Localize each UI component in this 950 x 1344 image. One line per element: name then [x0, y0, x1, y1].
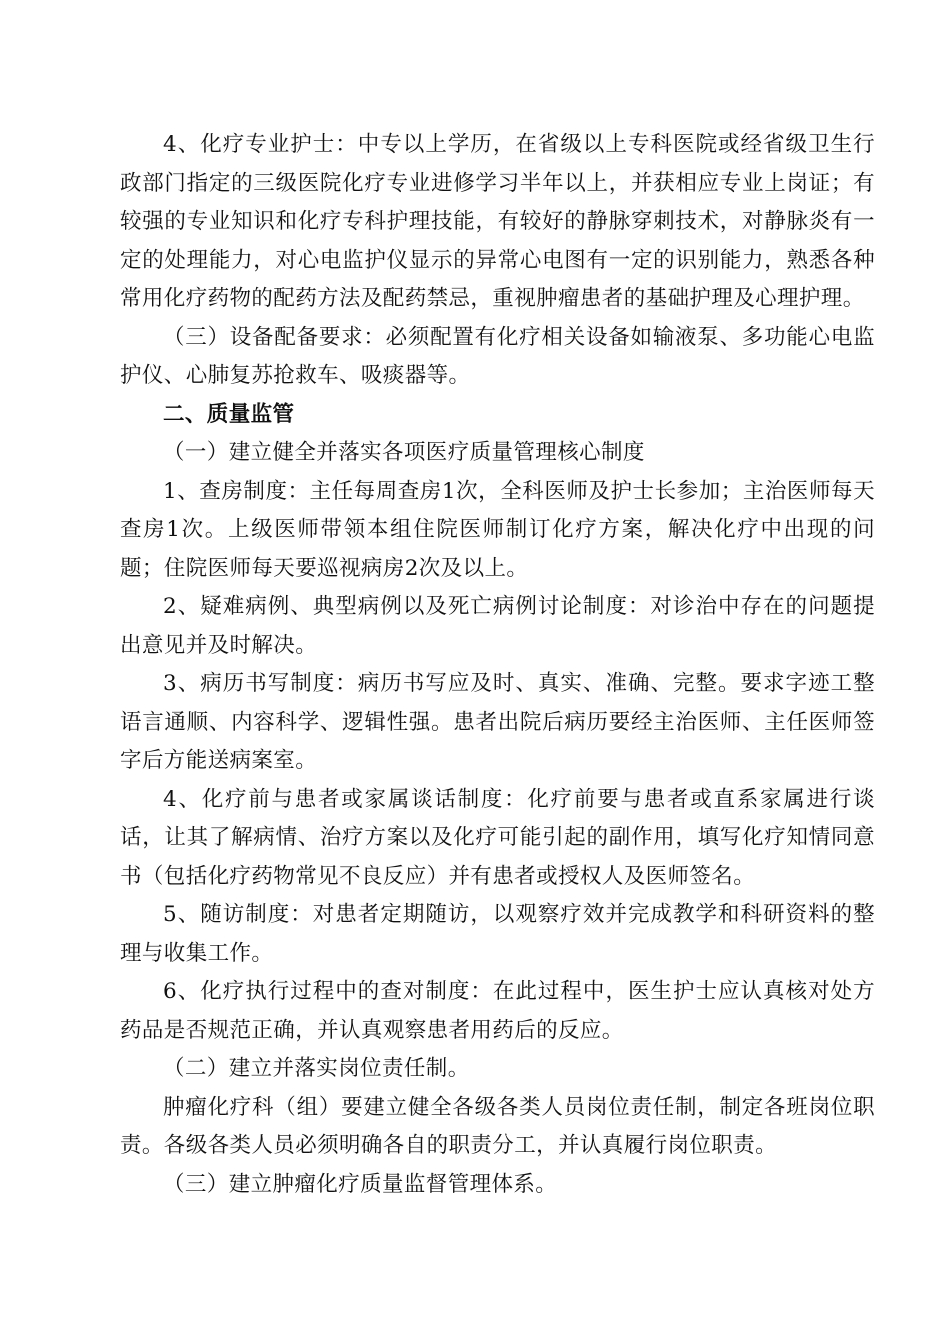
section-heading-quality-supervision: 二、质量监管 — [163, 401, 295, 427]
document-body — [120, 126, 875, 1204]
paragraph-equipment-requirements: （三）设备配备要求：必须配置有化疗相关设备如输液泵、多功能心电监护仪、心肺复苏抢救车、吸痰器等。 — [120, 324, 875, 388]
paragraph-chemo-nurse: 4、化疗专业护士：中专以上学历，在省级以上专科医院或经省级卫生行政部门指定的三级医院化疗专业进修学习半年以上，并获相应专业上岗证；有较强的专业知识和化疗专科护理技能，有较好的静脉穿刺技术，对静脉炎有一定的处理能力，对心电监护仪显示的异常心电图有一定的识别能力，熟悉各种常用化疗药物的配药方法及配药禁忌，重视肿瘤患者的基础护理及心理护理。 — [120, 132, 875, 311]
subheading-quality-system: （三）建立肿瘤化疗质量监督管理体系。 — [163, 1171, 558, 1197]
paragraph-medical-records: 3、病历书写制度：病历书写应及时、真实、准确、完整。要求字迹工整语言通顺、内容科学、逻辑性强。患者出院后病历要经主治医师、主任医师签字后方能送病案室。 — [120, 671, 875, 773]
subheading-core-systems: （一）建立健全并落实各项医疗质量管理核心制度 — [163, 440, 645, 465]
subheading-job-responsibility: （二）建立并落实岗位责任制。 — [163, 1056, 470, 1081]
paragraph-job-responsibility: 肿瘤化疗科（组）要建立健全各级各类人员岗位责任制，制定各班岗位职责。各级各类人员必须明确各自的职责分工，并认真履行岗位职责。 — [120, 1094, 875, 1158]
paragraph-verification: 6、化疗执行过程中的查对制度：在此过程中，医生护士应认真核对处方药品是否规范正确，并认真观察患者用药后的反应。 — [120, 979, 875, 1043]
paragraph-follow-up: 5、随访制度：对患者定期随访，以观察疗效并完成教学和科研资料的整理与收集工作。 — [120, 902, 875, 966]
paragraph-patient-consultation: 4、化疗前与患者或家属谈话制度：化疗前要与患者或直系家属进行谈话，让其了解病情、治疗方案以及化疗可能引起的副作用，填写化疗知情同意书（包括化疗药物常见不良反应）并有患者或授权人及医师签名。 — [120, 786, 875, 889]
paragraph-ward-rounds: 1、查房制度：主任每周查房1次，全科医师及护士长参加；主治医师每天查房1次。上级医师带领本组住院医师制订化疗方案，解决化疗中出现的问题；住院医师每天要巡视病房2次及以上。 — [120, 478, 875, 581]
paragraph-case-discussion: 2、疑难病例、典型病例以及死亡病例讨论制度：对诊治中存在的问题提出意见并及时解决。 — [120, 594, 875, 658]
